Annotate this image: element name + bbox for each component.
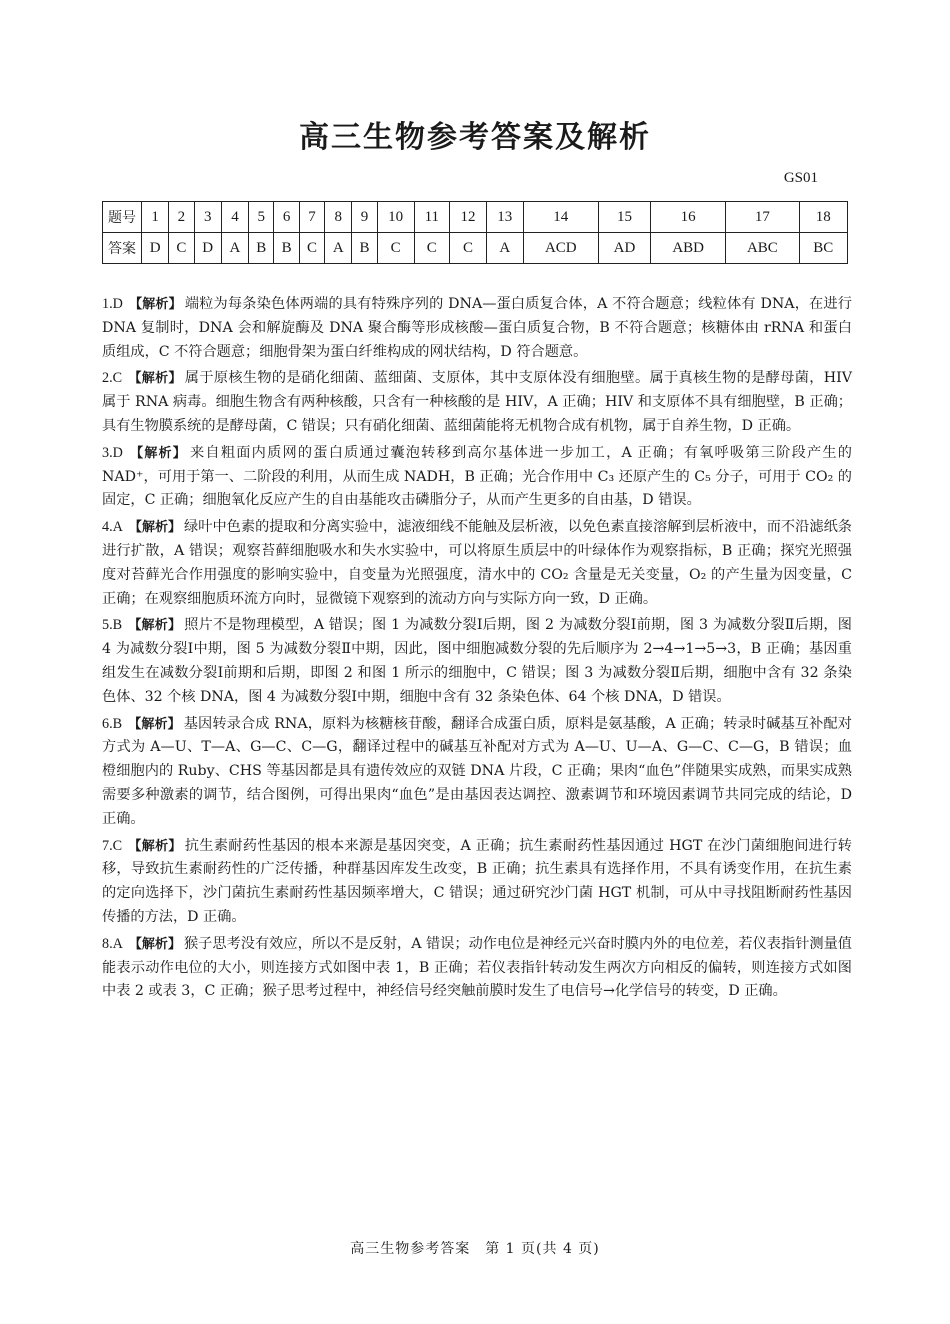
- item-answer: B: [112, 617, 123, 634]
- answer-cell: D: [142, 233, 169, 264]
- item-text: 猴子思考没有效应，所以不是反射，A 错误；动作电位是神经元兴奋时膜内外的电位差，若仪表指针测量值能表示动作电位的大小，则连接方式如图中表 1，B 正确；若仪表指针转动发生两次方向相反的偏转，则连接方式如图中表 2 或表 3，C 正确；猴子思考过程中，神经信号经突触前膜时发生了电信号→化学信号的转变，D 正确。: [102, 935, 852, 1000]
- page-footer: 高三生物参考答案 第 1 页(共 4 页): [350, 1241, 600, 1257]
- answer-cell: A: [486, 233, 523, 264]
- answer-cell: BC: [799, 233, 847, 264]
- question-number-cell: 3: [194, 202, 221, 233]
- row-label-question-number: 题号: [103, 202, 142, 233]
- analysis-tag: 【解析】: [128, 838, 182, 854]
- item-text: 来自粗面内质网的蛋白质通过囊泡转移到高尔基体进一步加工，A 正确；有氧呼吸第三阶段产生的 NAD⁺，可用于第一、二阶段的利用，从而生成 NADH，B 正确；光合作用中 C₃ 还原产生的 C₅ 分子，可用于 CO₂ 的固定，C 正确；细胞氧化反应产生的自由基能攻击磷脂分子，从而产生更多的自由基，D 错误。: [102, 444, 852, 509]
- item-number: 3.: [102, 444, 113, 461]
- item-answer: D: [112, 296, 123, 312]
- analysis-tag: 【解析】: [128, 716, 181, 732]
- explanation-item: [102, 835, 852, 930]
- answer-cell: B: [249, 233, 274, 264]
- question-number-cell: 11: [414, 202, 450, 233]
- item-text: 绿叶中色素的提取和分离实验中，滤液细线不能触及层析液，以免色素直接溶解到层析液中，而不沿滤纸条进行扩散，A 错误；观察苔藓细胞吸水和失水实验中，可以将原生质层中的叶绿体作为观察指标，B 正确；探究光照强度对苔藓光合作用强度的影响实验中，自变量为光照强度，清水中的 CO₂ 含量是无关变量，O₂ 的产生量为因变量，C 正确；在观察细胞质环流方向时，显微镜下观察到的流动方向与实际方向一致，D 正确。: [102, 519, 852, 607]
- analysis-tag: 【解析】: [128, 297, 182, 312]
- answer-cell: C: [377, 233, 414, 264]
- question-number-cell: 12: [450, 202, 487, 233]
- analysis-tag: 【解析】: [128, 445, 188, 461]
- answer-cell: ABC: [726, 233, 799, 264]
- item-text: 照片不是物理模型，A 错误；图 1 为减数分裂Ⅰ后期，图 2 为减数分裂Ⅰ前期，图 3 为减数分裂Ⅱ后期，图 4 为减数分裂Ⅰ中期，图 5 为减数分裂Ⅱ中期，因此，图中细胞减数分裂的先后顺序为 2→4→1→5→3，B 正确；基因重组发生在减数分裂Ⅰ前期和后期，即图 2 和图 1 所示的细胞中，C 错误；图 3 为减数分裂Ⅱ后期，细胞中含有 32 条染色体、32 个核 DNA，图 4 为减数分裂Ⅰ中期，细胞中含有 32 条染色体、64 个核 DNA，D 错误。: [102, 617, 852, 705]
- item-answer: C: [112, 370, 123, 387]
- analysis-tag: 【解析】: [128, 371, 182, 387]
- item-answer: A: [112, 519, 123, 536]
- answer-cell: ACD: [523, 233, 598, 264]
- explanation-item: [102, 516, 852, 611]
- answer-cell: ABD: [651, 233, 726, 264]
- answer-cell: A: [325, 233, 352, 264]
- explanation-item: [102, 442, 852, 513]
- question-number-cell: 8: [325, 202, 352, 233]
- question-number-cell: 15: [598, 202, 650, 233]
- paper-code: GS01: [783, 170, 818, 186]
- item-number: 1.: [102, 296, 113, 312]
- item-answer: B: [112, 715, 123, 732]
- explanation-item: [102, 933, 852, 1004]
- row-label-answer: 答案: [103, 233, 142, 264]
- question-number-cell: 5: [249, 202, 274, 233]
- answer-cell: B: [274, 233, 299, 264]
- explanations: [102, 293, 852, 1007]
- analysis-tag: 【解析】: [128, 520, 182, 536]
- answer-cell: D: [194, 233, 221, 264]
- question-number-cell: 18: [799, 202, 847, 233]
- analysis-tag: 【解析】: [128, 618, 182, 634]
- answer-cell: C: [414, 233, 450, 264]
- question-number-cell: 6: [274, 202, 299, 233]
- answer-cell: A: [221, 233, 248, 264]
- answer-table: [102, 201, 848, 264]
- item-text: 抗生素耐药性基因的根本来源是基因突变，A 正确；抗生素耐药性基因通过 HGT 在沙门菌细胞间进行转移，导致抗生素耐药性的广泛传播，种群基因库发生改变，B 正确；抗生素具有选择作用，不具有诱变作用，在抗生素的定向选择下，沙门菌抗生素耐药性基因频率增大，C 错误；通过研究沙门菌 HGT 机制，可从中寻找阻断耐药性基因传播的方法，D 正确。: [102, 837, 852, 925]
- page-title: 高三生物参考答案及解析: [299, 120, 651, 155]
- question-number-cell: 7: [299, 202, 324, 233]
- question-number-cell: 14: [523, 202, 598, 233]
- question-number-cell: 17: [726, 202, 799, 233]
- item-number: 8.: [102, 935, 113, 952]
- item-text: 端粒为每条染色体两端的具有特殊序列的 DNA—蛋白质复合体，A 不符合题意；线粒体有 DNA，在进行 DNA 复制时，DNA 会和解旋酶及 DNA 聚合酶等形成核酸—蛋白质复合物，B 不符合题意；核糖体由 rRNA 和蛋白质组成，C 不符合题意；细胞骨架为蛋白纤维构成的网状结构，D 符合题意。: [102, 296, 852, 360]
- item-number: 5.: [102, 617, 113, 634]
- answer-cell: C: [299, 233, 324, 264]
- item-text: 基因转录合成 RNA，原料为核糖核苷酸，翻译合成蛋白质，原料是氨基酸，A 正确；转录时碱基互补配对方式为 A—U、T—A、G—C、C—G，翻译过程中的碱基互补配对方式为 A—U、U—A、G—C、C—G，B 错误；血橙细胞内的 Ruby、CHS 等基因都是具有遗传效应的双链 DNA 片段，C 正确；果肉“血色”伴随果实成熟，而果实成熟需要多种激素的调节，结合图例，可得出果肉“血色”是由基因表达调控、激素调节和环境因素调节共同完成的结论，D 正确。: [102, 715, 852, 827]
- item-number: 7.: [102, 837, 113, 854]
- explanation-item: [102, 713, 852, 832]
- answer-cell: C: [169, 233, 194, 264]
- answer-cell: B: [352, 233, 377, 264]
- question-number-cell: 16: [651, 202, 726, 233]
- item-answer: A: [112, 935, 123, 952]
- item-text: 属于原核生物的是硝化细菌、蓝细菌、支原体，其中支原体没有细胞壁。属于真核生物的是酵母菌，HIV 属于 RNA 病毒。细胞生物含有两种核酸，只含有一种核酸的是 HIV，A 正确；HIV 和支原体不具有细胞壁，B 正确；具有生物膜系统的是酵母菌，C 错误；只有硝化细菌、蓝细菌能将无机物合成有机物，属于自养生物，D 正确。: [102, 370, 852, 434]
- explanation-item: [102, 614, 852, 709]
- answer-row: [103, 233, 848, 264]
- question-number-row: [103, 202, 848, 233]
- question-number-cell: 4: [221, 202, 248, 233]
- question-number-cell: 1: [142, 202, 169, 233]
- question-number-cell: 13: [486, 202, 523, 233]
- item-answer: C: [112, 837, 123, 854]
- analysis-tag: 【解析】: [128, 936, 181, 952]
- answer-cell: C: [450, 233, 487, 264]
- explanation-item: [102, 367, 852, 438]
- item-number: 2.: [102, 370, 113, 387]
- item-number: 6.: [102, 715, 113, 732]
- item-answer: D: [112, 444, 123, 461]
- question-number-cell: 9: [352, 202, 377, 233]
- question-number-cell: 10: [377, 202, 414, 233]
- explanation-item: [102, 293, 852, 364]
- answer-cell: AD: [598, 233, 650, 264]
- item-number: 4.: [102, 519, 113, 536]
- question-number-cell: 2: [169, 202, 194, 233]
